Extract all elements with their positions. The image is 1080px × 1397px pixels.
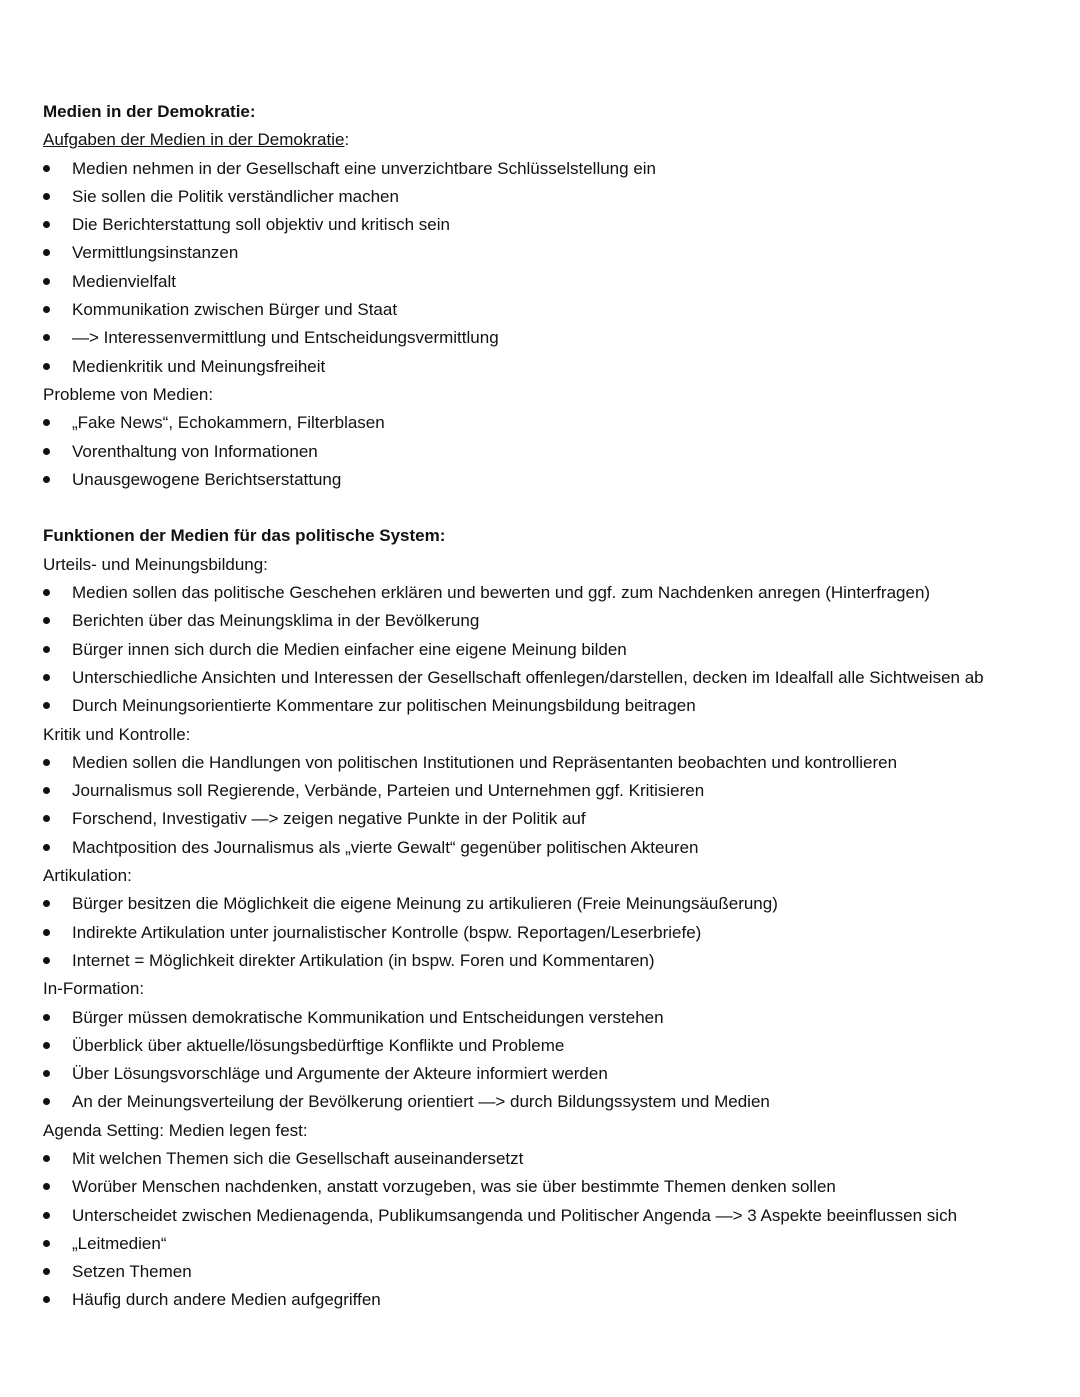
list-item: Über Lösungsvorschläge und Argumente der Akteure informiert werden <box>43 1060 1063 1088</box>
aufgaben-list <box>43 155 1063 381</box>
bullet-icon <box>43 306 50 313</box>
list-item: Vorenthaltung von Informationen <box>43 438 1063 466</box>
bullet-icon <box>43 1070 50 1077</box>
subheading-agenda-setting: Agenda Setting: Medien legen fest: <box>43 1120 308 1140</box>
list-item: Mit welchen Themen sich die Gesellschaft auseinandersetzt <box>43 1145 1063 1173</box>
list-item: Vermittlungsinstanzen <box>43 239 1063 267</box>
list-item: Häufig durch andere Medien aufgegriffen <box>43 1286 1063 1314</box>
list-item: Überblick über aktuelle/lösungsbedürftige Konflikte und Probleme <box>43 1032 1063 1060</box>
subheading-aufgaben-label: Aufgaben der Medien in der Demokratie <box>43 130 345 150</box>
kritik-list <box>43 749 1063 862</box>
bullet-icon <box>43 1014 50 1021</box>
list-item: Unterscheidet zwischen Medienagenda, Publikumsangenda und Politischer Angenda —> 3 Aspekte beeinflussen sich <box>43 1202 1063 1230</box>
bullet-icon <box>43 815 50 822</box>
bullet-icon <box>43 476 50 483</box>
list-item: Medien sollen die Handlungen von politischen Institutionen und Repräsentanten beobachten und kontrollieren <box>43 749 1063 777</box>
list-item: Medien sollen das politische Geschehen erklären und bewerten und ggf. zum Nachdenken anregen (Hinterfragen) <box>43 579 1063 607</box>
bullet-icon <box>43 674 50 681</box>
bullet-icon <box>43 1268 50 1275</box>
subheading-aufgaben <box>43 126 1063 154</box>
list-item: Die Berichterstattung soll objektiv und kritisch sein <box>43 211 1063 239</box>
list-item: Bürger besitzen die Möglichkeit die eigene Meinung zu artikulieren (Freie Meinungsäußerung) <box>43 890 1063 918</box>
list-item: Medienkritik und Meinungsfreiheit <box>43 353 1063 381</box>
bullet-icon <box>43 334 50 341</box>
subheading-urteils-meinungsbildung: Urteils- und Meinungsbildung: <box>43 554 268 574</box>
bullet-icon <box>43 617 50 624</box>
list-item: Durch Meinungsorientierte Kommentare zur politischen Meinungsbildung beitragen <box>43 692 1063 720</box>
bullet-icon <box>43 1240 50 1247</box>
urteils-list <box>43 579 1063 720</box>
bullet-icon <box>43 1155 50 1162</box>
list-item: Indirekte Artikulation unter journalistischer Kontrolle (bspw. Reportagen/Leserbriefe) <box>43 919 1063 947</box>
information-list <box>43 1004 1063 1117</box>
bullet-icon <box>43 646 50 653</box>
list-item: „Fake News“, Echokammern, Filterblasen <box>43 409 1063 437</box>
list-item: Berichten über das Meinungsklima in der Bevölkerung <box>43 607 1063 635</box>
bullet-icon <box>43 221 50 228</box>
list-item: Worüber Menschen nachdenken, anstatt vorzugeben, was sie über bestimmte Themen denken sollen <box>43 1173 1063 1201</box>
bullet-icon <box>43 363 50 370</box>
bullet-icon <box>43 278 50 285</box>
list-item: Forschend, Investigativ —> zeigen negative Punkte in der Politik auf <box>43 805 1063 833</box>
bullet-icon <box>43 448 50 455</box>
bullet-icon <box>43 165 50 172</box>
bullet-icon <box>43 193 50 200</box>
bullet-icon <box>43 1098 50 1105</box>
list-item: Unterschiedliche Ansichten und Interessen der Gesellschaft offenlegen/darstellen, decken im Idealfall alle Sichtweisen ab <box>43 664 1063 692</box>
subheading-aufgaben-colon: : <box>344 130 350 150</box>
list-item: Bürger innen sich durch die Medien einfacher eine eigene Meinung bilden <box>43 636 1063 664</box>
section-title-medien-demokratie: Medien in der Demokratie: <box>43 102 256 121</box>
probleme-list <box>43 409 1063 494</box>
list-item: Sie sollen die Politik verständlicher machen <box>43 183 1063 211</box>
bullet-icon <box>43 1042 50 1049</box>
subheading-probleme: Probleme von Medien: <box>43 384 214 404</box>
list-item: Journalismus soll Regierende, Verbände, Parteien und Unternehmen ggf. Kritisieren <box>43 777 1063 805</box>
bullet-icon <box>43 957 50 964</box>
agenda-list <box>43 1145 1063 1315</box>
list-item: Unausgewogene Berichtserstattung <box>43 466 1063 494</box>
list-item: Internet = Möglichkeit direkter Artikulation (in bspw. Foren und Kommentaren) <box>43 947 1063 975</box>
bullet-icon <box>43 787 50 794</box>
section-title-funktionen: Funktionen der Medien für das politische System: <box>43 526 446 546</box>
subheading-in-formation: In-Formation: <box>43 979 145 999</box>
bullet-icon <box>43 702 50 709</box>
bullet-icon <box>43 1183 50 1190</box>
bullet-icon <box>43 1212 50 1219</box>
list-item: An der Meinungsverteilung der Bevölkerung orientiert —> durch Bildungssystem und Medien <box>43 1088 1063 1116</box>
bullet-icon <box>43 759 50 766</box>
bullet-icon <box>43 589 50 596</box>
subheading-kritik-kontrolle: Kritik und Kontrolle: <box>43 724 191 744</box>
artikulation-list <box>43 890 1063 975</box>
list-item: „Leitmedien“ <box>43 1230 1063 1258</box>
bullet-icon <box>43 419 50 426</box>
bullet-icon <box>43 249 50 256</box>
bullet-icon <box>43 1296 50 1303</box>
document-page <box>43 98 1063 1315</box>
list-item: Kommunikation zwischen Bürger und Staat <box>43 296 1063 324</box>
bullet-icon <box>43 844 50 851</box>
bullet-icon <box>43 929 50 936</box>
section-spacer <box>43 494 1063 522</box>
bullet-icon <box>43 900 50 907</box>
list-item: Medienvielfalt <box>43 268 1063 296</box>
subheading-artikulation: Artikulation: <box>43 866 132 886</box>
list-item: —> Interessenvermittlung und Entscheidungsvermittlung <box>43 324 1063 352</box>
list-item: Medien nehmen in der Gesellschaft eine unverzichtbare Schlüsselstellung ein <box>43 155 1063 183</box>
list-item: Setzen Themen <box>43 1258 1063 1286</box>
list-item: Machtposition des Journalismus als „vierte Gewalt“ gegenüber politischen Akteuren <box>43 834 1063 862</box>
list-item: Bürger müssen demokratische Kommunikation und Entscheidungen verstehen <box>43 1004 1063 1032</box>
